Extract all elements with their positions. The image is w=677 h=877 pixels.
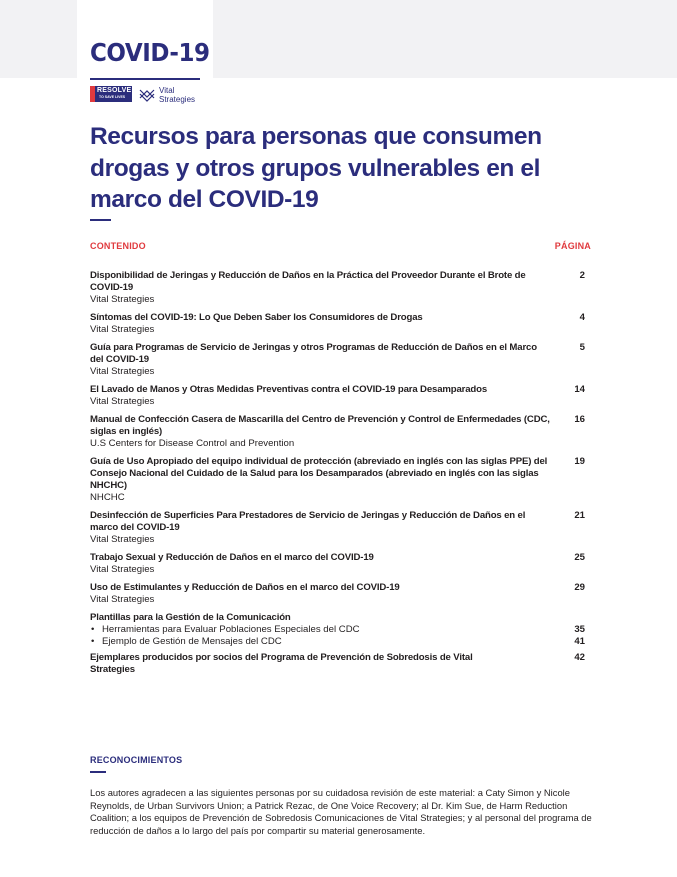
toc-entry-source: Vital Strategies [90, 396, 155, 407]
toc-entry-source: NHCHC [90, 492, 125, 503]
toc-entry[interactable] [90, 312, 585, 336]
title-rule [90, 219, 111, 221]
toc-entry-page: 5 [579, 342, 585, 353]
toc-header-contents: CONTENIDO [90, 241, 146, 251]
toc-entry[interactable] [90, 652, 585, 676]
toc-entry-title: Guía de Uso Apropiado del equipo individual de protección (abreviado en inglés con las siglas PPE) del Consejo Nacional del Cuidado de la Salud para los Desamparados (abreviado en inglés con las siglas NHCHC) [90, 456, 548, 491]
toc-entry[interactable] [90, 552, 585, 576]
toc-group-title: Plantillas para la Gestión de la Comunicación [90, 612, 291, 623]
toc-entry-page: 2 [579, 270, 585, 281]
resolve-logo-tagline: TO SAVE LIVES [99, 95, 126, 99]
toc-entry[interactable] [90, 342, 585, 378]
toc-entry-page: 16 [574, 414, 585, 425]
page-title: Recursos para personas que consumen drogas y otros grupos vulnerables en el marco del COVID-19 [90, 123, 542, 213]
toc-entry-title: Trabajo Sexual y Reducción de Daños en el marco del COVID-19 [90, 552, 374, 563]
toc-entry-title: Síntomas del COVID-19: Lo Que Deben Saber los Consumidores de Drogas [90, 312, 423, 323]
bullet: • [91, 636, 95, 647]
toc-entry-source: Vital Strategies [90, 294, 155, 305]
toc-entry-page: 29 [574, 582, 585, 593]
toc-entry-title: Ejemplares producidos por socios del Programa de Prevención de Sobredosis de Vital Strategies [90, 652, 473, 675]
acknowledgements-heading: RECONOCIMIENTOS [90, 755, 183, 765]
toc-entry[interactable] [90, 582, 585, 606]
vital-logo-line1: Vital [159, 86, 175, 95]
brand-title: COVID-19 [90, 38, 210, 67]
toc-entry[interactable] [90, 510, 585, 546]
toc-entry-page: 4 [579, 312, 585, 323]
toc-entry-source: Vital Strategies [90, 534, 155, 545]
acknowledgements-text: Los autores agradecen a las siguientes personas por su cuidadosa revisión de este material: a Caty Simon y Nicole Reynolds, de Urban Survivors Union; a Patrick Rezac, de One Voice Recovery; al Dr. Kim Sue, de Harm Reduction Coalition; a los equipos de Prevención de Sobredosis Comunicaciones de Vital Strategies; y al personal del programa de reducción de daños a lo largo del país por compartir su material generosamente. [90, 787, 592, 836]
brand-rule [90, 78, 200, 80]
vital-logo-line2: Strategies [159, 95, 196, 104]
toc-entry-source: Vital Strategies [90, 594, 155, 605]
toc-entry[interactable] [90, 456, 585, 504]
vital-strategies-logo-icon [138, 86, 156, 104]
toc-entry[interactable] [90, 414, 585, 450]
toc-entry[interactable] [90, 270, 585, 306]
toc-entry[interactable] [90, 384, 585, 408]
toc-entry-source: Vital Strategies [90, 366, 155, 377]
table-of-contents [90, 270, 585, 682]
toc-entry-page: 25 [574, 552, 585, 563]
acknowledgements-rule [90, 771, 106, 773]
vital-strategies-logo-text [159, 86, 195, 104]
toc-entry-page: 21 [574, 510, 585, 521]
toc-entry-title: El Lavado de Manos y Otras Medidas Preventivas contra el COVID-19 para Desamparados [90, 384, 488, 395]
toc-entry-title: Disponibilidad de Jeringas y Reducción de Daños en la Práctica del Proveedor Durante el Brote de COVID-19 [90, 270, 526, 293]
toc-entry-source: Vital Strategies [90, 324, 155, 335]
toc-entry-page: 14 [574, 384, 585, 395]
toc-entry-source: U.S Centers for Disease Control and Prevention [90, 438, 295, 449]
toc-group-templates [90, 612, 585, 648]
resolve-logo-text: RESOLVE [97, 87, 132, 94]
toc-entry-title: Uso de Estimulantes y Reducción de Daños en el marco del COVID-19 [90, 582, 400, 593]
toc-entry-title: Guía para Programas de Servicio de Jeringas y otros Programas de Reducción de Daños en el Marco del COVID-19 [90, 342, 537, 365]
toc-entry-title: Desinfección de Superficies Para Prestadores de Servicio de Jeringas y Reducción de Daños en el marco del COVID-19 [90, 510, 526, 533]
toc-entry-page: 42 [574, 652, 585, 663]
toc-sub-entry-label: Ejemplo de Gestión de Mensajes del CDC [102, 636, 282, 647]
toc-sub-entry-label: Herramientas para Evaluar Poblaciones Especiales del CDC [102, 624, 360, 635]
toc-sub-entry[interactable] [90, 624, 585, 636]
toc-entry-title: Manual de Confección Casera de Mascarilla del Centro de Prevención y Control de Enfermedades (CDC, siglas en inglés) [90, 414, 550, 437]
bullet: • [91, 624, 95, 635]
toc-entry-page: 19 [574, 456, 585, 467]
toc-sub-entry-page: 35 [574, 624, 585, 635]
toc-header-page: PÁGINA [554, 241, 591, 251]
toc-sub-entry[interactable] [90, 636, 585, 648]
resolve-logo [90, 86, 132, 102]
toc-entry-source: Vital Strategies [90, 564, 155, 575]
toc-sub-entry-page: 41 [574, 636, 585, 647]
